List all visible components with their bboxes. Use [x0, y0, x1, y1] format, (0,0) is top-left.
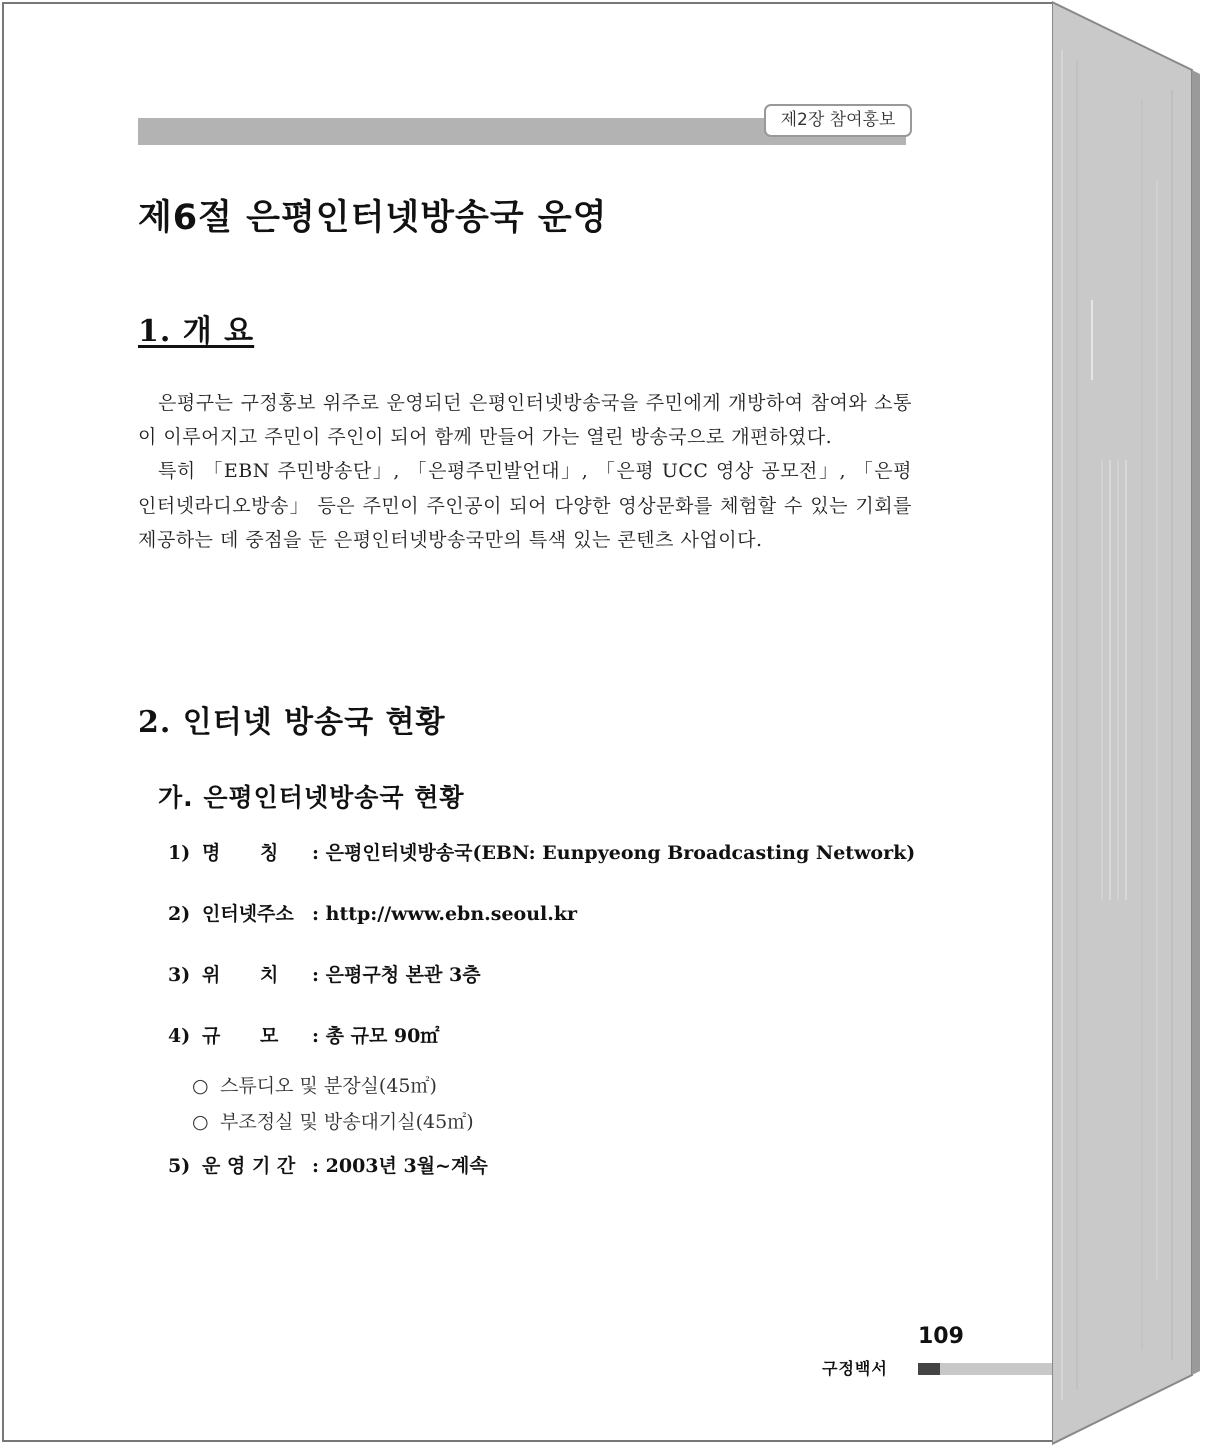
overview-heading-text: 1. 개 요: [138, 314, 255, 349]
item-number: 1): [168, 842, 191, 864]
status-item-location: [168, 960, 481, 987]
item-number: 2): [168, 903, 191, 925]
item-value: : 2003년 3월~계속: [312, 1155, 488, 1177]
status-item-period: [168, 1151, 488, 1178]
scale-breakdown-list: [192, 1068, 474, 1140]
status-heading: 2. 인터넷 방송국 현황: [138, 705, 446, 740]
item-label: 명 칭: [202, 842, 279, 864]
status-item-name: [168, 838, 915, 865]
item-number: 4): [168, 1025, 191, 1047]
status-item-scale: [168, 1021, 439, 1048]
footer-bar: [940, 1363, 1052, 1375]
overview-heading: [138, 306, 254, 350]
overview-paragraph-1: 은평구는 구정홍보 위주로 운영되던 은평인터넷방송국을 주민에게 개방하여 참여와 소통이 이루어지고 주민이 주인이 되어 함께 만들어 가는 열린 방송국으로 개편하였다.: [138, 392, 912, 449]
list-item-text: 부조정실 및 방송대기실(45㎡): [220, 1111, 474, 1133]
status-subheading: 가. 은평인터넷방송국 현황: [158, 783, 465, 812]
item-value: : 은평구청 본관 3층: [312, 964, 481, 986]
bullet-icon: ○: [192, 1075, 209, 1097]
item-number: 5): [168, 1155, 191, 1177]
book-edge: [1052, 0, 1215, 1446]
section-title: 제6절 은평인터넷방송국 운영: [138, 198, 608, 238]
footer-marker: [918, 1363, 940, 1375]
page-number: 109: [918, 1324, 964, 1349]
item-label: 운 영 기 간: [202, 1155, 296, 1177]
overview-paragraph-2: 특히 「EBN 주민방송단」, 「은평주민발언대」, 「은평 UCC 영상 공모전」, 「은평 인터넷라디오방송」 등은 주민이 주인공이 되어 다양한 영상문화를 체험할 수 있는 기회를 제공하는 데 중점을 둔 은평인터넷방송국만의 특색 있는 콘텐츠 사업이다.: [138, 460, 912, 551]
item-label: 규 모: [202, 1025, 279, 1047]
item-label: 위 치: [202, 964, 279, 986]
list-item: [192, 1068, 474, 1104]
item-value: : http://www.ebn.seoul.kr: [312, 903, 578, 925]
list-item-text: 스튜디오 및 분장실(45㎡): [220, 1075, 437, 1097]
book-title: 구정백서: [822, 1359, 888, 1378]
bullet-icon: ○: [192, 1111, 209, 1133]
list-item: [192, 1104, 474, 1140]
item-number: 3): [168, 964, 191, 986]
item-value: : 총 규모 90㎡: [312, 1025, 440, 1047]
chapter-tab: 제2장 참여홍보: [764, 104, 912, 137]
item-value: : 은평인터넷방송국(EBN: Eunpyeong Broadcasting Network): [312, 842, 916, 864]
item-label: 인터넷주소: [202, 903, 294, 925]
overview-body: [138, 386, 912, 557]
status-item-url: [168, 899, 577, 926]
